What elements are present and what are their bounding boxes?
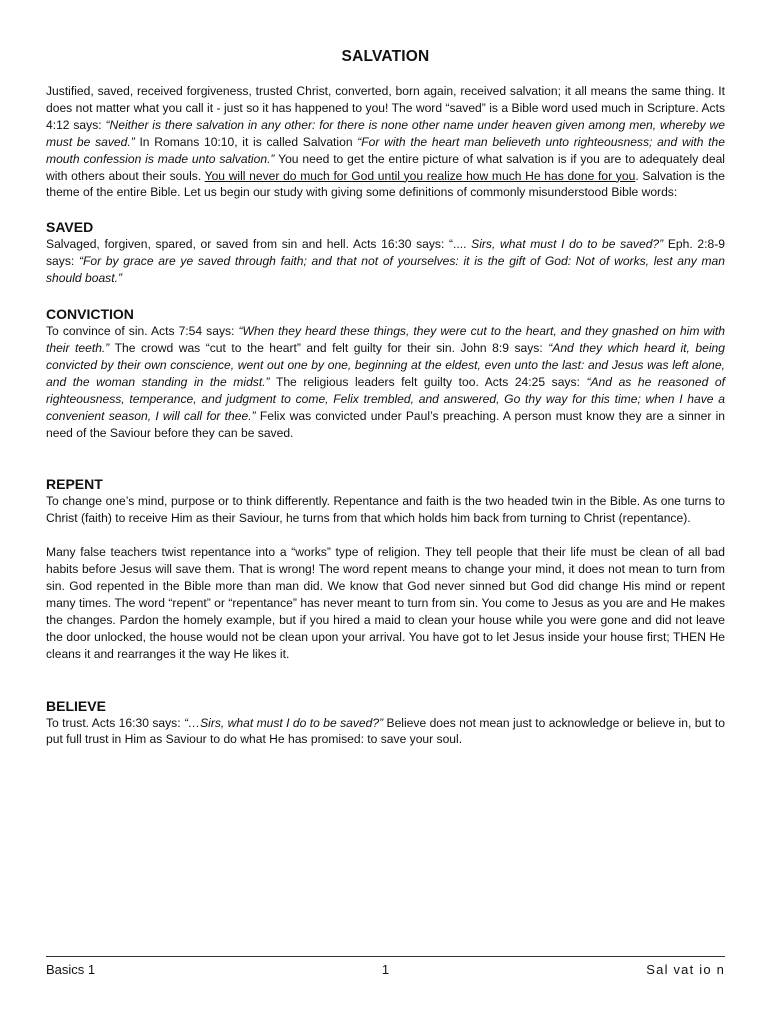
repent-paragraph-1: To change one’s mind, purpose or to think differently. Repentance and faith is the two headed twin in the Bible. As one turns to Christ (faith) to receive Him as their Saviour, he turns from that which holds him back from turning to Christ (repentance). <box>46 494 725 526</box>
repent-paragraph-2: Many false teachers twist repentance into a “works” type of religion. They tell people that their life must be clean of all bad habits before Jesus will save them. That is wrong! The word repent means to change your mind, it does not mean to turn from sin. God repented in the Bible more than man did. We know that God never sinned but God did change His mind or repent many times. The word “repent” or “repentance” has never meant to turn from sin. You come to Jesus as you are and He makes the changes. Pardon the homely example, but if you hired a maid to clean your house while you were gone and did not leave the door unlocked, the house would not be clean upon your arrival. You have got to let Jesus inside your house first; THEN He cleans it and rearranges it the way He likes it. <box>46 545 725 661</box>
intro-quote-romans-10-10: “For with the heart man believeth unto righteousness; and with the mouth confession is made unto salvation.” <box>46 134 725 166</box>
intro-text-1: Justified, saved, received forgiveness, trusted Christ, converted, born again, received salvation; it all means the same thing. It does not matter what you call it - just so it has happened to you! The word “saved” is a Bible word used much in Scripture. Acts 4:12 says: <box>46 84 725 132</box>
footer-lesson-title: Sal vat io n <box>646 962 725 977</box>
conviction-quote-acts-7-54: “When they heard these things, they were cut to the heart, and they gnashed on him with their teeth.” <box>46 324 725 355</box>
page-title: SALVATION <box>341 48 430 65</box>
intro-quote-acts-4-12: “Neither is there salvation in any other: for there is none other name under heaven given among men, whereby we must be saved.” <box>46 117 725 149</box>
conviction-text-4: Felix was convicted under Paul’s preaching. A person must know they are a sinner in need of the Saviour before they can be saved. <box>46 408 725 440</box>
saved-quote-eph-2-8: “For by grace are ye saved through faith; and that not of yourselves: it is the gift of God: Not of works, lest any man should boast.” <box>46 254 725 286</box>
saved-text-2: Eph. 2:8-9 says: <box>46 237 725 269</box>
page-footer <box>46 956 725 980</box>
intro-text-3: You need to get the entire picture of what salvation is if you are to adequately deal with others about their souls. <box>46 151 725 183</box>
document-page <box>46 48 725 748</box>
intro-text-2: In Romans 10:10, it is called Salvation <box>134 134 358 149</box>
intro-underlined-sentence: You will never do much for God until you realize how much He has done for you <box>204 168 636 183</box>
intro-paragraph <box>46 83 725 201</box>
intro-text-4: . Salvation is the theme of the entire Bible. Let us begin our study with giving some definitions of commonly misunderstood Bible words: <box>46 168 725 200</box>
footer-page-number: 1 <box>381 962 390 977</box>
believe-text-1: To trust. Acts 16:30 says: <box>46 715 184 730</box>
conviction-text-3: The religious leaders felt guilty too. Acts 24:25 says: <box>269 374 587 389</box>
conviction-heading: CONVICTION <box>46 306 134 323</box>
footer-course-name: Basics 1 <box>46 962 96 977</box>
conviction-quote-john-8-9: “And they which heard it, being convicted by their own conscience, went out one by one, beginning at the eldest, even unto the last: and Jesus was left alone, and the woman standing in the midst.” <box>46 340 725 389</box>
repent-heading: REPENT <box>46 476 103 493</box>
believe-paragraph <box>46 715 725 749</box>
conviction-paragraph <box>46 323 725 441</box>
believe-quote-acts-16-30: “…Sirs, what must I do to be saved?” <box>183 715 384 730</box>
believe-text-2: Believe does not mean just to acknowledge or believe in, but to put full trust in Him as Saviour to do what He has promised: to save your soul. <box>46 715 726 747</box>
saved-paragraph <box>46 236 725 287</box>
conviction-quote-acts-24-25: “And as he reasoned of righteousness, temperance, and judgment to come, Felix trembled, and answered, Go thy way for this time; when I have a convenient season, I will call for thee.” <box>46 374 725 423</box>
saved-text-1: Salvaged, forgiven, spared, or saved from sin and hell. Acts 16:30 says: “.... <box>46 237 472 252</box>
saved-quote-acts-16-30: Sirs, what must I do to be saved?” <box>471 237 664 252</box>
saved-heading: SAVED <box>46 219 94 236</box>
believe-heading: BELIEVE <box>46 697 106 714</box>
conviction-text-2: The crowd was “cut to the heart” and felt guilty for their sin. John 8:9 says: <box>109 340 549 355</box>
conviction-text-1: To convince of sin. Acts 7:54 says: <box>46 324 239 339</box>
